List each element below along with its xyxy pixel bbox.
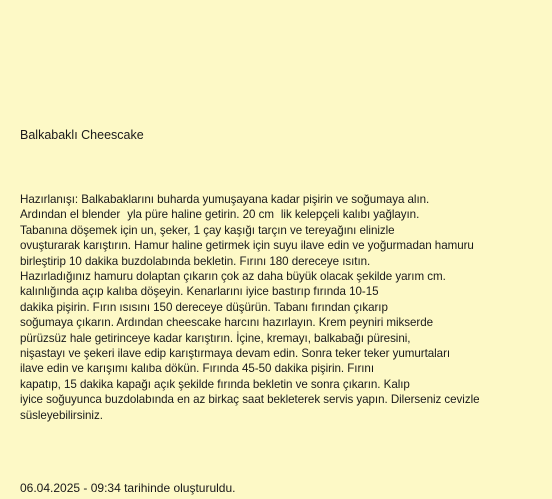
instruction-line: Ardından el blenderyla püre haline getirin. 20 cmlik kelepçeli kalıbı yağlayın. xyxy=(20,208,420,222)
instruction-line: süsleyebilirsiniz. xyxy=(20,408,103,422)
instruction-line: Tabanına döşemek için un, şeker, 1 çay kaşığı tarçın ve tereyağını elinizle xyxy=(20,223,395,237)
instruction-line: dakika pişirin. Fırın ısısını 150 dereceye düşürün. Tabanı fırından çıkarıp xyxy=(20,300,388,314)
instruction-line: pürüzsüz hale getirinceye kadar karıştırın. İçine, kremayı, balkabağı püresini, xyxy=(20,331,411,345)
instruction-line: birleştirip 10 dakika buzdolabında bekletin. Fırını 180 dereceye ısıtın. xyxy=(20,254,371,268)
instruction-line: kapatıp, 15 dakika kapağı açık şekilde fırında bekletin ve sonra çıkarın. Kalıp xyxy=(20,377,410,391)
recipe-instructions xyxy=(20,192,545,423)
instruction-line: kalınlığında açıp kalıba döşeyin. Kenarlarını iyice bastırıp fırında 10-15 xyxy=(20,285,379,299)
recipe-title: Balkabaklı Cheescake xyxy=(20,128,144,142)
instruction-line: Hazırladığınız hamuru dolaptan çıkarın çok az daha büyük olacak şekilde yarım cm. xyxy=(20,270,446,284)
created-timestamp: 06.04.2025 - 09:34 tarihinde oluşturuldu. xyxy=(20,481,236,495)
instruction-line: Hazırlanışı: Balkabaklarını buharda yumuşayana kadar pişirin ve soğumaya alın. xyxy=(20,193,430,206)
instruction-line: nişastayı ve şekeri ilave edip karıştırmaya devam edin. Sonra teker teker yumurtaları xyxy=(20,347,451,361)
instruction-line: iyice soğuyunca buzdolabında en az birkaç saat bekleterek servis yapın. Dilerseniz cevizle xyxy=(20,393,480,407)
instruction-line: ovuşturarak karıştırın. Hamur haline getirmek için suyu ilave edin ve yoğurmadan hamuru xyxy=(20,239,474,253)
instruction-line: soğumaya çıkarın. Ardından cheescake harcını hazırlayın. Krem peyniri mikserde xyxy=(20,316,434,330)
instruction-line: ilave edin ve karışımı kalıba dökün. Fırında 45-50 dakika pişirin. Fırını xyxy=(20,362,374,376)
